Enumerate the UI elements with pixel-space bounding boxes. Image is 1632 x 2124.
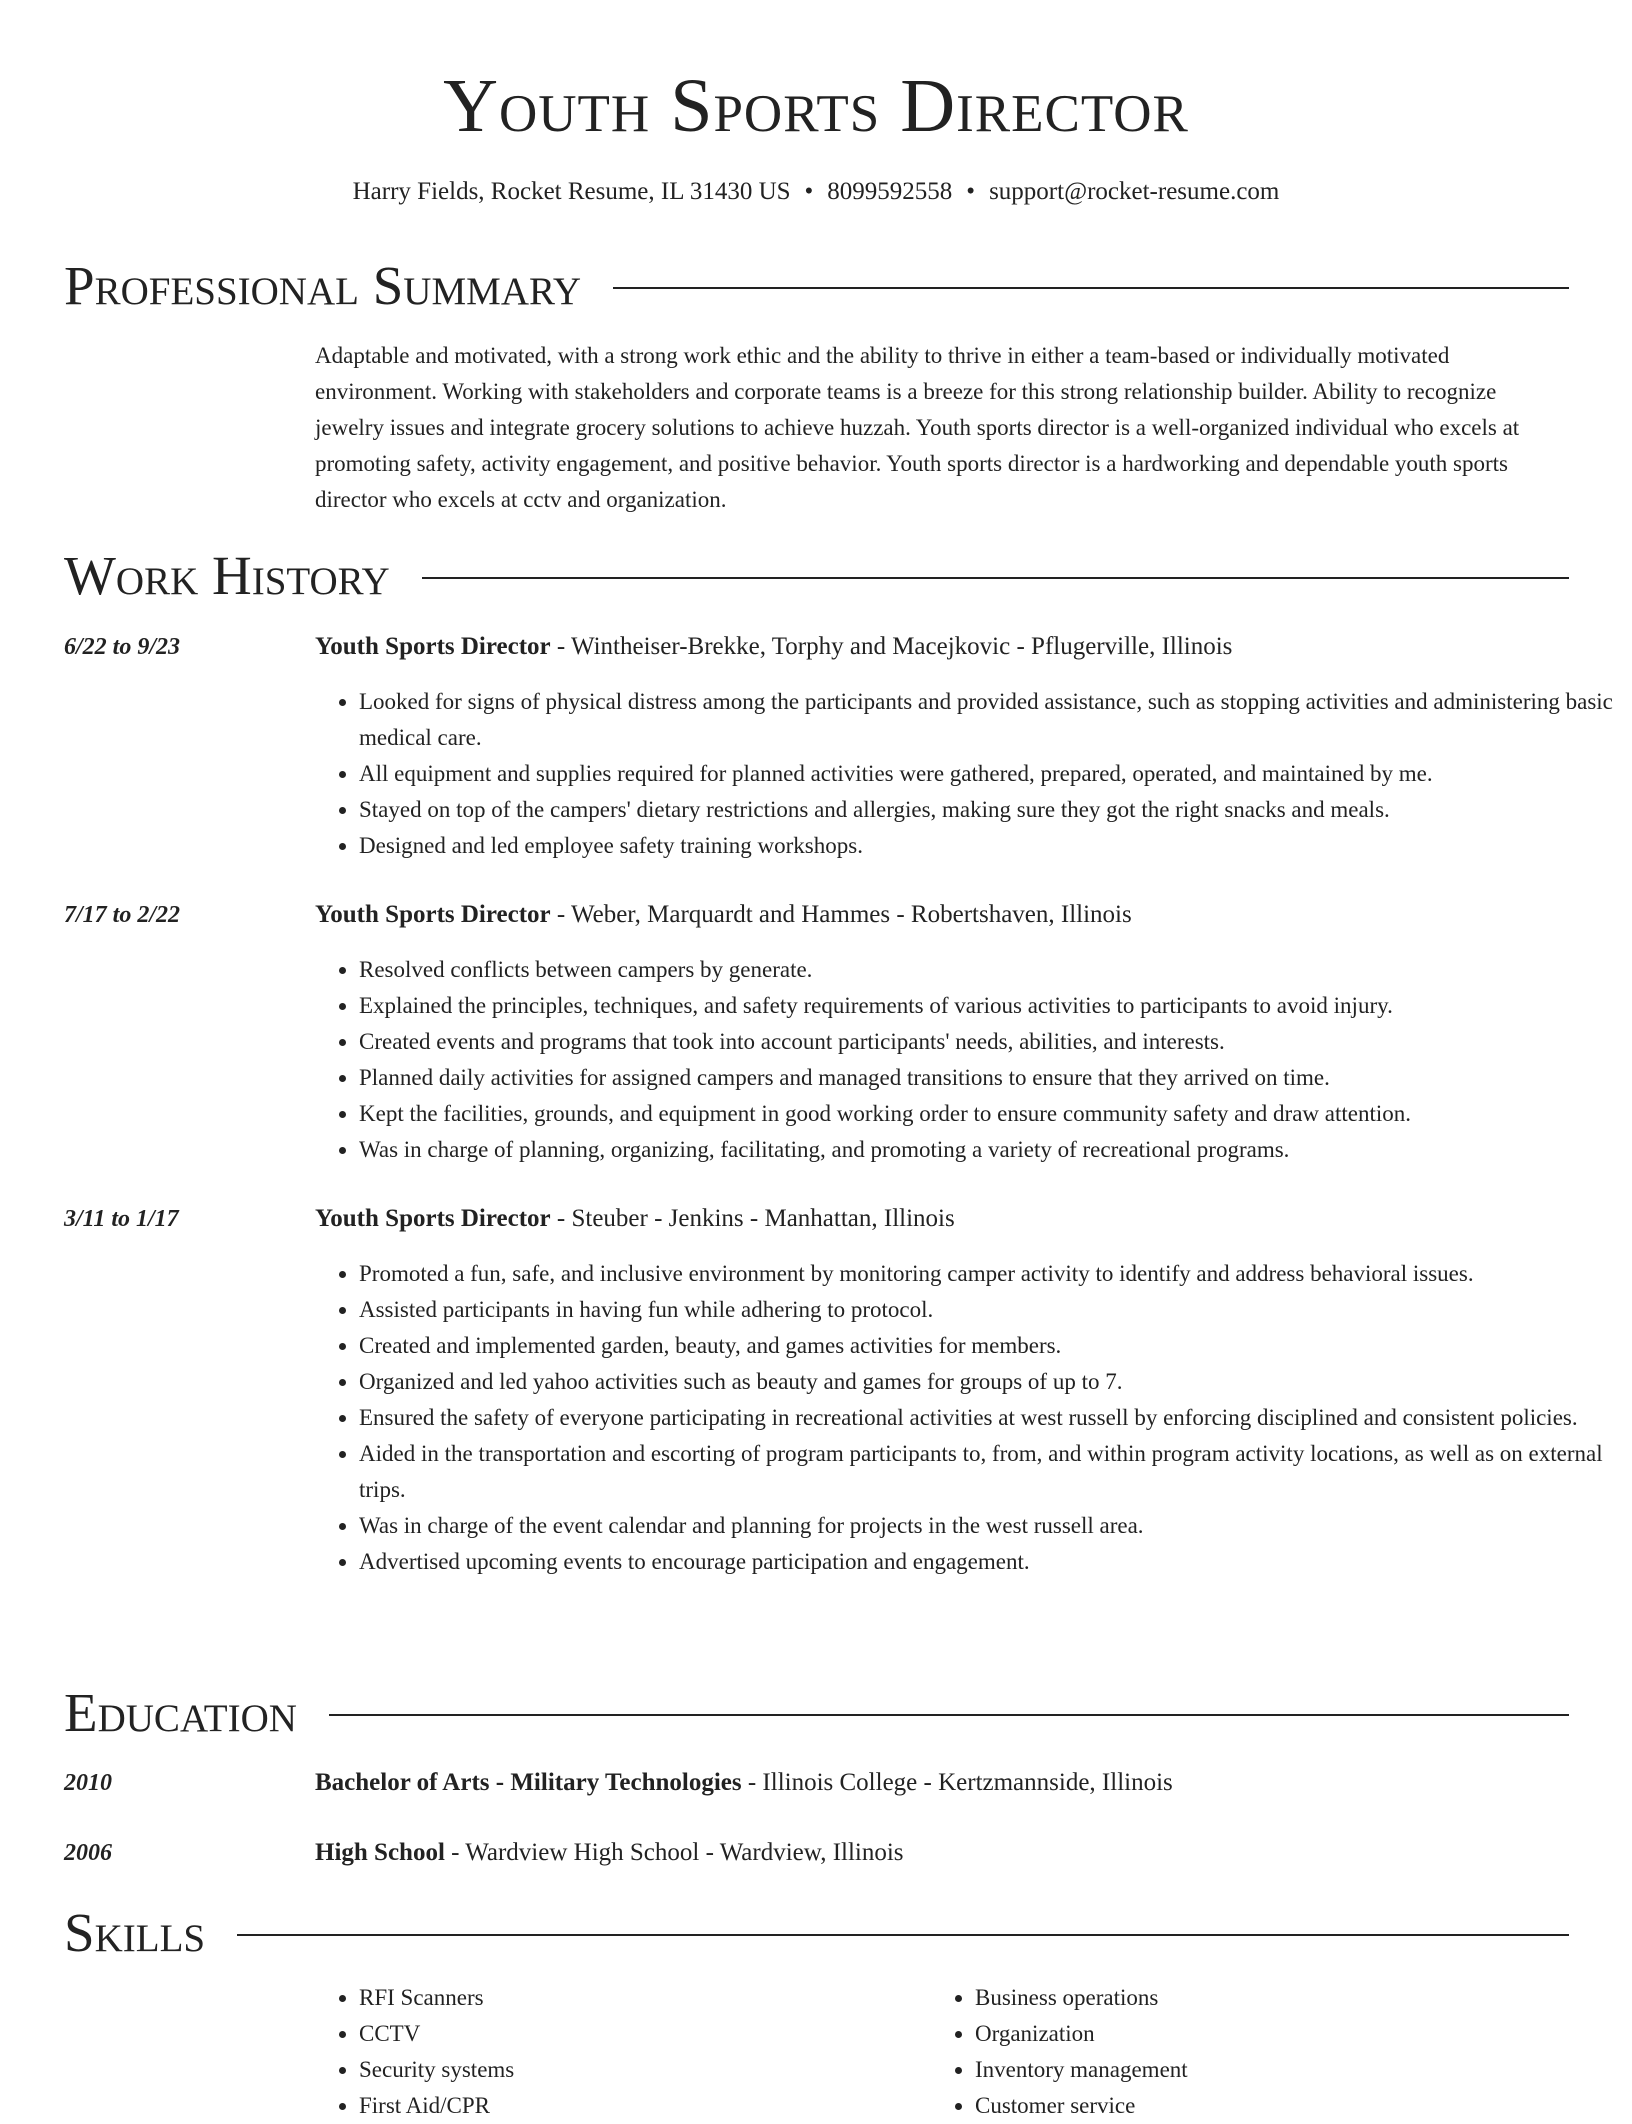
list-item: • Resolved conflicts between campers by generate. [359, 952, 1614, 988]
contact-separator: • [966, 178, 976, 205]
list-item: • Planned daily activities for assigned campers and managed transitions to ensure that they arrived on time. [359, 1060, 1614, 1096]
education-entry [315, 1835, 904, 1871]
section-divider [422, 577, 1569, 579]
job-employer: - Steuber - Jenkins - Manhattan, Illinois [550, 1205, 955, 1232]
contact-email: support@rocket-resume.com [989, 178, 1280, 205]
education-date: 2010 [64, 1770, 112, 1796]
list-item: • Created and implemented garden, beauty, and games activities for members. [359, 1328, 1614, 1364]
skill-item: • CCTV [359, 2016, 919, 2052]
contact-address: Harry Fields, Rocket Resume, IL 31430 US [352, 178, 791, 205]
list-item: • Organized and led yahoo activities such as beauty and games for groups of up to 7. [359, 1364, 1614, 1400]
resume-title: Youth Sports Director [443, 64, 1189, 148]
contact-separator: • [804, 178, 814, 205]
list-item: • Stayed on top of the campers' dietary restrictions and allergies, making sure they got the right snacks and meals. [359, 792, 1614, 828]
list-item: • Aided in the transportation and escorting of program participants to, from, and within program activity locations, as well as on external trips. [359, 1436, 1614, 1508]
skill-item: • Security systems [359, 2052, 919, 2088]
list-item: • Ensured the safety of everyone participating in recreational activities at west russell by enforcing disciplined and consistent policies. [359, 1400, 1614, 1436]
list-item: • Looked for signs of physical distress among the participants and provided assistance, such as stopping activities and administering basic medical care. [359, 684, 1614, 756]
section-divider [613, 287, 1569, 289]
job-bullets [315, 684, 1614, 864]
skill-item: • Inventory management [975, 2052, 1535, 2088]
education-degree: Bachelor of Arts - Military Technologies [315, 1769, 742, 1796]
job-employer: - Weber, Marquardt and Hammes - Robertshaven, Illinois [550, 901, 1132, 928]
list-item: • Explained the principles, techniques, and safety requirements of various activities to participants to avoid injury. [359, 988, 1614, 1024]
section-title: Education [64, 1682, 297, 1743]
skills-list-right [931, 1980, 1535, 2124]
list-item: • All equipment and supplies required for planned activities were gathered, prepared, operated, and maintained by me. [359, 756, 1614, 792]
job-title: Youth Sports Director [315, 1205, 551, 1232]
list-item: • Kept the facilities, grounds, and equipment in good working order to ensure community safety and draw attention. [359, 1096, 1614, 1132]
list-item: • Designed and led employee safety training workshops. [359, 828, 1614, 864]
list-item: • Promoted a fun, safe, and inclusive environment by monitoring camper activity to identify and address behavioral issues. [359, 1256, 1614, 1292]
section-title: Work History [64, 545, 390, 606]
job-bullets [315, 952, 1614, 1168]
job-employer: - Wintheiser-Brekke, Torphy and Macejkovic - Pflugerville, Illinois [550, 633, 1233, 660]
job-heading [315, 897, 1132, 933]
skill-item: • RFI Scanners [359, 1980, 919, 2016]
education-school: - Illinois College - Kertzmannside, Illinois [741, 1769, 1173, 1796]
section-heading-work-history [64, 543, 1569, 609]
section-divider [237, 1934, 1569, 1936]
list-item: • Advertised upcoming events to encourage participation and engagement. [359, 1544, 1614, 1580]
section-heading-skills [64, 1900, 1569, 1966]
section-title: Skills [64, 1902, 206, 1963]
skill-item: • Organization [975, 2016, 1535, 2052]
section-divider [329, 1714, 1569, 1716]
education-degree: High School [315, 1839, 445, 1866]
skill-item: • Business operations [975, 1980, 1535, 2016]
job-date: 7/17 to 2/22 [64, 902, 181, 928]
education-school: - Wardview High School - Wardview, Illinois [444, 1839, 904, 1866]
section-heading-education [64, 1680, 1569, 1746]
summary-paragraph: Adaptable and motivated, with a strong work ethic and the ability to thrive in either a team-based or individually motivated environment. Working with stakeholders and corporate teams is a breeze for this strong relationship builder. Ability to recognize jewelry issues and integrate grocery solutions to achieve huzzah. Youth sports director is a well-organized individual who excels at promoting safety, activity engagement, and positive behavior. Youth sports director is a hardworking and dependable youth sports director who excels at cctv and organization. [315, 343, 1520, 512]
job-bullets [315, 1256, 1614, 1580]
job-title: Youth Sports Director [315, 633, 551, 660]
list-item: • Created events and programs that took into account participants' needs, abilities, and interests. [359, 1024, 1614, 1060]
skill-item: • Customer service [975, 2088, 1535, 2124]
skills-list-left [315, 1980, 919, 2124]
education-date: 2006 [64, 1840, 112, 1866]
job-date: 3/11 to 1/17 [64, 1206, 179, 1232]
skill-item: • First Aid/CPR [359, 2088, 919, 2124]
section-title: Professional Summary [64, 255, 582, 316]
job-heading [315, 629, 1232, 665]
list-item: • Assisted participants in having fun while adhering to protocol. [359, 1292, 1614, 1328]
job-date: 6/22 to 9/23 [64, 634, 181, 660]
list-item: • Was in charge of the event calendar and planning for projects in the west russell area. [359, 1508, 1614, 1544]
education-entry [315, 1765, 1173, 1801]
list-item: • Was in charge of planning, organizing, facilitating, and promoting a variety of recreational programs. [359, 1132, 1614, 1168]
section-heading-summary [64, 253, 1569, 319]
contact-phone: 8099592558 [827, 178, 953, 205]
contact-line [0, 174, 1632, 210]
job-heading [315, 1201, 955, 1237]
job-title: Youth Sports Director [315, 901, 551, 928]
